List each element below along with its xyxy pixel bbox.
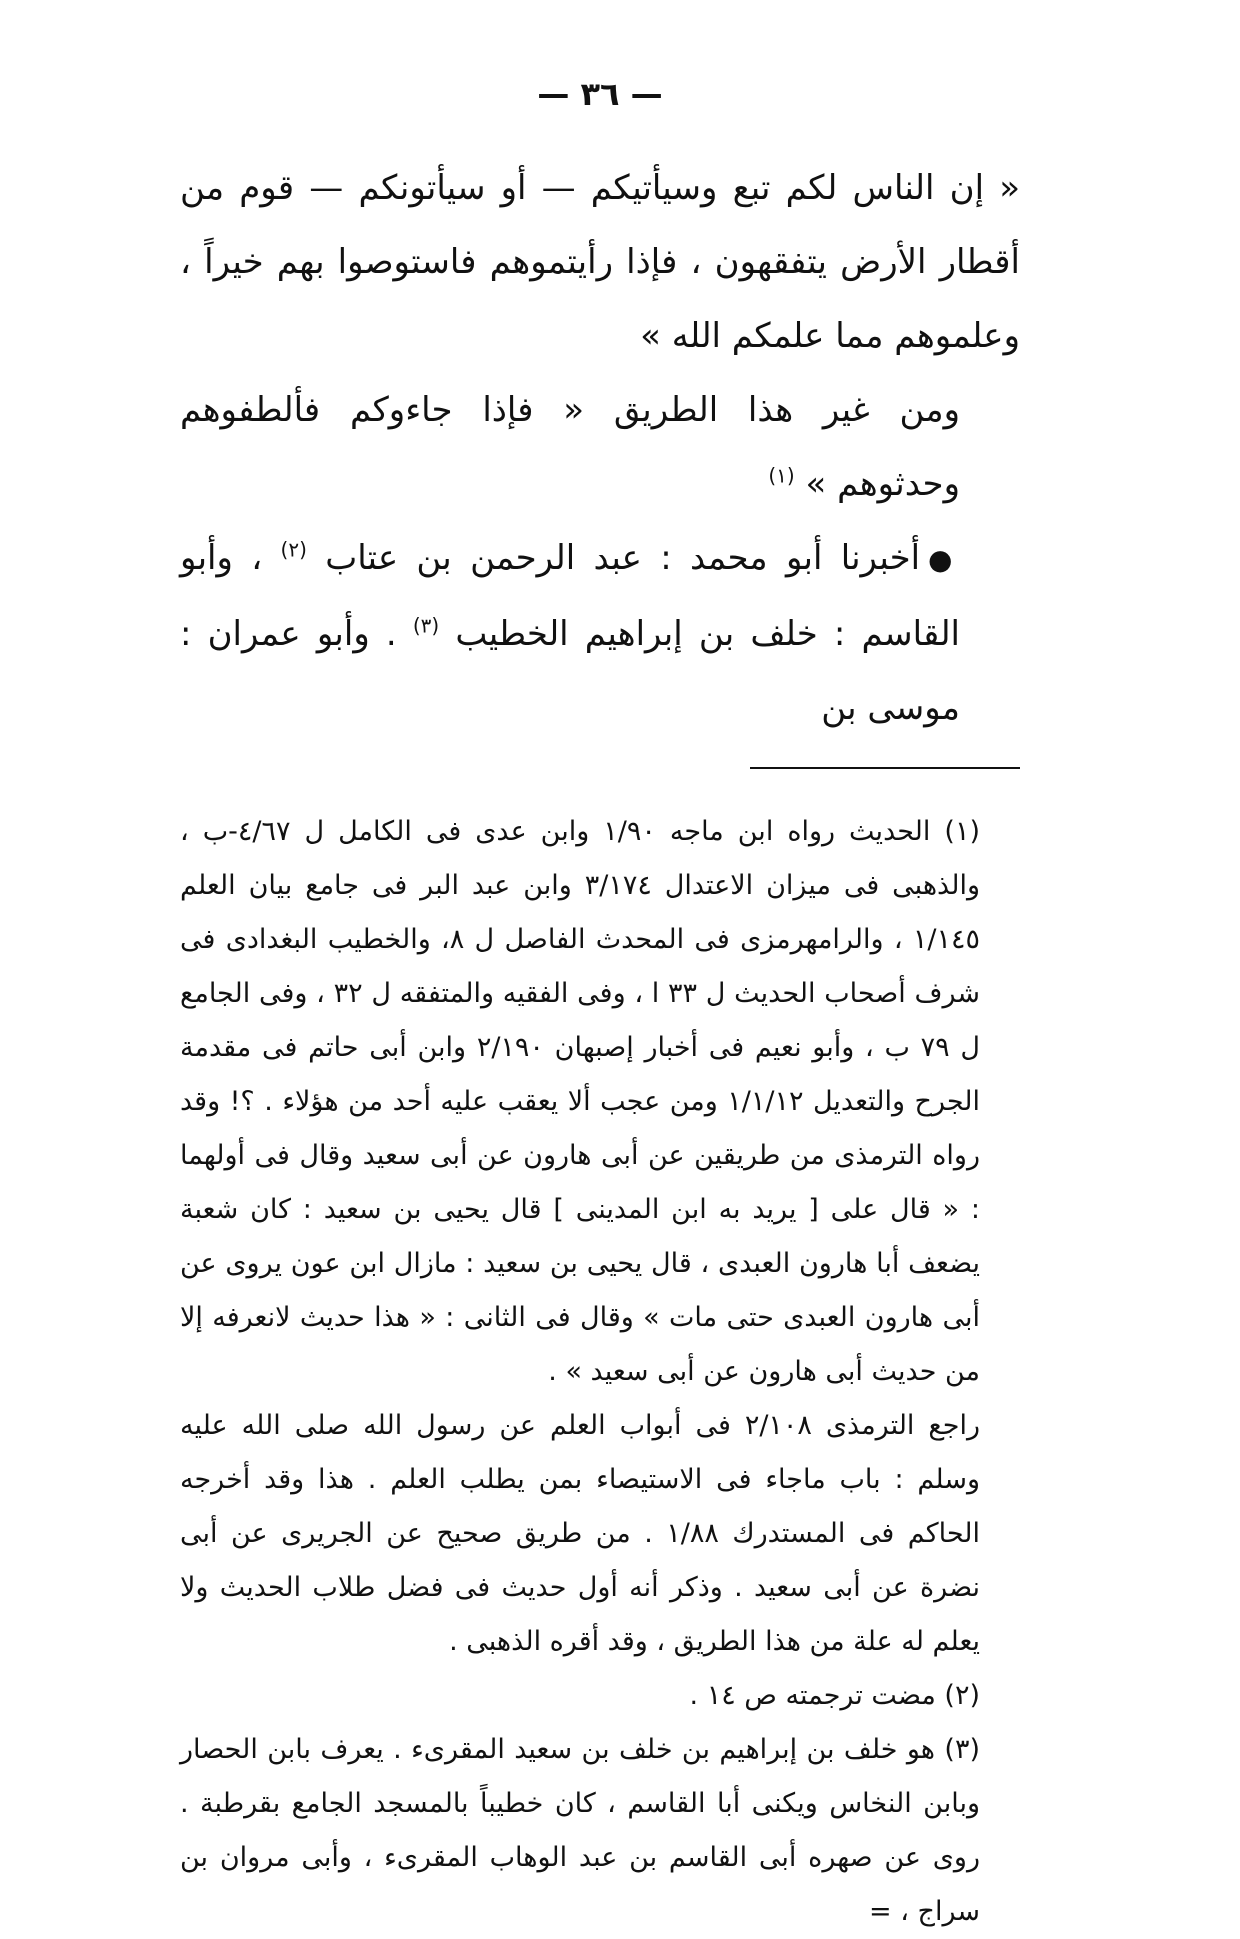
bullet-icon: ● <box>928 543 960 576</box>
footnote-3: (٣) هو خلف بن إبراهيم بن خلف بن سعيد المقرىء . يعرف بابن الحصار وبابن النخاس ويكنى أبا القاسم ، كان خطيباً بالمسجد الجامع بقرطبة . روى عن صهره أبى القاسم بن عبد الوهاب المقرىء ، وأبى مروان بن سراج ، = <box>180 1734 980 1927</box>
isnad-paragraph: ●أخبرنا أبو محمد : عبد الرحمن بن عتاب $^{(٢)}$ ، وأبو القاسم : خلف بن إبراهيم الخطيب $^{(٣)}$ . وأبو عمران : موسى بن <box>180 537 960 728</box>
alternate-chain-paragraph: ومن غير هذا الطريق « فإذا جاءوكم فألطفوهم وحدثوهم » $^{(١)}$ <box>180 390 960 504</box>
footnote-ref-3: (٣) <box>412 613 440 638</box>
footnote-1-continued: راجع الترمذى ٢/١٠٨ فى أبواب العلم عن رسول الله صلى الله عليه وسلم : باب ماجاء فى الاستيصاء بمن يطلب العلم . هذا وقد أخرجه الحاكم فى المستدرك ١/٨٨ . من طريق صحيح عن الجريرى عن أبى نضرة عن أبى سعيد . وذكر أنه أول حديث فى فضل طلاب الحديث ولا يعلم له علة من هذا الطريق ، وقد أقره الذهبى . <box>180 1410 980 1657</box>
footnote-1: (١) الحديث رواه ابن ماجه ١/٩٠ وابن عدى فى الكامل ل ٤/٦٧-ب ، والذهبى فى ميزان الاعتدال ٣/١٧٤ وابن عبد البر فى جامع بيان العلم ١/١٤٥ ، والرامهرمزى فى المحدث الفاصل ل ٨، والخطيب البغدادى فى شرف أصحاب الحديث ل ٣٣ ا ، وفى الفقيه والمتفقه ل ٣٢ ، وفى الجامع ل ٧٩ ب ، وأبو نعيم فى أخبار إصبهان ٢/١٩٠ وابن أبى حاتم فى مقدمة الجرح والتعديل ١/١/١٢ ومن عجب ألا يعقب عليه أحد من هؤلاء . ؟! وقد رواه الترمذى من طريقين عن أبى هارون عن أبى سعيد وقال فى أولهما : « قال على [ يريد به ابن المدينى ] قال يحيى بن سعيد : كان شعبة يضعف أبا هارون العبدى ، قال يحيى بن سعيد : مازال ابن عون يروى عن أبى هارون العبدى حتى مات » وقال فى الثانى : « هذا حديث لانعرفه إلا من حديث أبى هارون عن أبى سعيد » . <box>180 816 981 1387</box>
footnote-2: (٢) مضت ترجمته ص ١٤ . <box>689 1680 980 1711</box>
footnote-ref-2: (٢) <box>280 537 307 562</box>
footnotes <box>180 805 1020 1939</box>
footnote-separator <box>750 767 1020 769</box>
main-text <box>180 151 1020 745</box>
hadith-paragraph: « إن الناس لكم تبع وسيأتيكم — أو سيأتونكم — قوم من أقطار الأرض يتفقهون ، فإذا رأيتموهم فاستوصوا بهم خيراً ، وعلموهم مما علمكم الله » <box>180 168 1020 356</box>
document-page <box>180 75 1020 1939</box>
page-number: — ٣٦ — <box>537 75 663 113</box>
footnote-ref-1: (١) <box>768 463 795 488</box>
